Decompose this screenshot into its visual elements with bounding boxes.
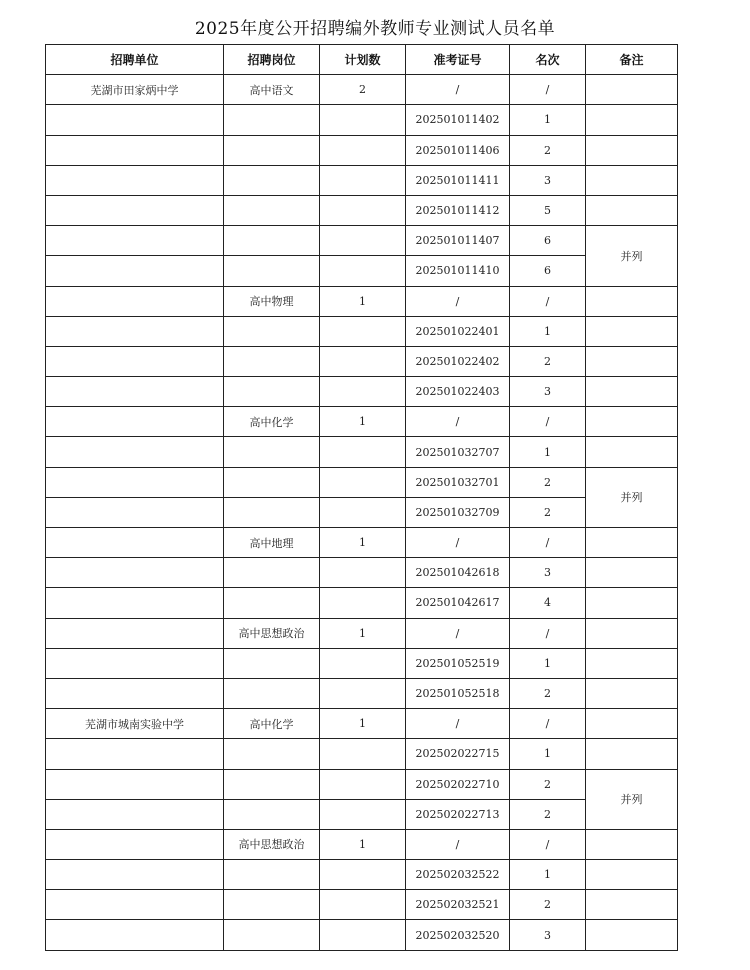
unit-cell xyxy=(46,135,224,165)
remark-cell xyxy=(586,618,678,648)
table-row xyxy=(46,588,678,618)
plan-count-cell xyxy=(320,467,406,497)
unit-cell xyxy=(46,920,224,950)
unit-cell xyxy=(46,618,224,648)
unit-cell xyxy=(46,860,224,890)
header-position: 招聘岗位 xyxy=(224,45,320,75)
exam-number-cell: / xyxy=(406,528,510,558)
exam-number-cell: 202501032709 xyxy=(406,497,510,527)
unit-cell xyxy=(46,678,224,708)
position-cell xyxy=(224,377,320,407)
plan-count-cell xyxy=(320,377,406,407)
exam-number-cell: / xyxy=(406,829,510,859)
remark-cell xyxy=(586,105,678,135)
unit-cell xyxy=(46,316,224,346)
unit-cell xyxy=(46,497,224,527)
rank-cell: / xyxy=(510,709,586,739)
header-plan-count: 计划数 xyxy=(320,45,406,75)
plan-count-cell xyxy=(320,890,406,920)
unit-cell xyxy=(46,377,224,407)
rank-cell: 2 xyxy=(510,769,586,799)
table-row xyxy=(46,920,678,950)
rank-cell: 1 xyxy=(510,860,586,890)
position-cell: 高中物理 xyxy=(224,286,320,316)
exam-number-cell: 202501011407 xyxy=(406,226,510,256)
position-cell xyxy=(224,648,320,678)
table-row xyxy=(46,165,678,195)
remark-cell: 并列 xyxy=(586,226,678,286)
exam-number-cell: / xyxy=(406,709,510,739)
rank-cell: 4 xyxy=(510,588,586,618)
remark-cell xyxy=(586,528,678,558)
table-row xyxy=(46,829,678,859)
table-row xyxy=(46,75,678,105)
remark-cell xyxy=(586,437,678,467)
remark-cell: 并列 xyxy=(586,467,678,527)
exam-number-cell: 202501011412 xyxy=(406,195,510,225)
remark-cell xyxy=(586,135,678,165)
position-cell xyxy=(224,860,320,890)
unit-cell xyxy=(46,105,224,135)
unit-cell xyxy=(46,226,224,256)
rank-cell: 1 xyxy=(510,437,586,467)
exam-number-cell: / xyxy=(406,286,510,316)
plan-count-cell: 1 xyxy=(320,829,406,859)
position-cell: 高中地理 xyxy=(224,528,320,558)
table-row xyxy=(46,467,678,497)
plan-count-cell xyxy=(320,256,406,286)
position-cell xyxy=(224,920,320,950)
plan-count-cell xyxy=(320,648,406,678)
exam-number-cell: 202501042618 xyxy=(406,558,510,588)
position-cell xyxy=(224,497,320,527)
remark-cell xyxy=(586,890,678,920)
table-row xyxy=(46,437,678,467)
position-cell: 高中思想政治 xyxy=(224,618,320,648)
plan-count-cell xyxy=(320,226,406,256)
document-title: 2025年度公开招聘编外教师专业测试人员名单 xyxy=(194,19,556,39)
exam-number-cell: 202501011406 xyxy=(406,135,510,165)
plan-count-cell xyxy=(320,437,406,467)
position-cell xyxy=(224,588,320,618)
table-row xyxy=(46,709,678,739)
unit-cell xyxy=(46,829,224,859)
exam-number-cell: / xyxy=(406,407,510,437)
exam-number-cell: 202502022715 xyxy=(406,739,510,769)
exam-number-cell: 202502032520 xyxy=(406,920,510,950)
table-row xyxy=(46,346,678,376)
plan-count-cell xyxy=(320,799,406,829)
plan-count-cell xyxy=(320,558,406,588)
remark-cell xyxy=(586,588,678,618)
candidate-table xyxy=(45,44,678,951)
exam-number-cell: 202501052518 xyxy=(406,678,510,708)
unit-cell xyxy=(46,890,224,920)
remark-cell xyxy=(586,678,678,708)
table-row xyxy=(46,316,678,346)
table-row xyxy=(46,256,678,286)
remark-cell xyxy=(586,286,678,316)
table-row xyxy=(46,286,678,316)
rank-cell: / xyxy=(510,407,586,437)
rank-cell: 2 xyxy=(510,497,586,527)
position-cell xyxy=(224,467,320,497)
unit-cell: 芜湖市田家炳中学 xyxy=(46,75,224,105)
position-cell xyxy=(224,890,320,920)
exam-number-cell: 202501011410 xyxy=(406,256,510,286)
position-cell xyxy=(224,226,320,256)
rank-cell: 3 xyxy=(510,558,586,588)
table-row xyxy=(46,558,678,588)
header-unit: 招聘单位 xyxy=(46,45,224,75)
unit-cell xyxy=(46,588,224,618)
position-cell: 高中思想政治 xyxy=(224,829,320,859)
unit-cell xyxy=(46,165,224,195)
rank-cell: 1 xyxy=(510,316,586,346)
rank-cell: 2 xyxy=(510,678,586,708)
position-cell xyxy=(224,769,320,799)
exam-number-cell: 202501022403 xyxy=(406,377,510,407)
remark-cell xyxy=(586,75,678,105)
position-cell xyxy=(224,135,320,165)
position-cell: 高中化学 xyxy=(224,709,320,739)
remark-cell: 并列 xyxy=(586,769,678,829)
plan-count-cell xyxy=(320,588,406,618)
plan-count-cell: 2 xyxy=(320,75,406,105)
plan-count-cell xyxy=(320,105,406,135)
plan-count-cell xyxy=(320,165,406,195)
rank-cell: / xyxy=(510,286,586,316)
rank-cell: 1 xyxy=(510,648,586,678)
plan-count-cell xyxy=(320,135,406,165)
table-row xyxy=(46,618,678,648)
unit-cell xyxy=(46,256,224,286)
unit-cell xyxy=(46,558,224,588)
unit-cell xyxy=(46,648,224,678)
table-row xyxy=(46,407,678,437)
header-rank: 名次 xyxy=(510,45,586,75)
table-row xyxy=(46,195,678,225)
remark-cell xyxy=(586,648,678,678)
table-row xyxy=(46,648,678,678)
table-row xyxy=(46,528,678,558)
unit-cell xyxy=(46,437,224,467)
rank-cell: / xyxy=(510,75,586,105)
exam-number-cell: 202501011402 xyxy=(406,105,510,135)
table-row xyxy=(46,135,678,165)
position-cell xyxy=(224,799,320,829)
header-exam-number: 准考证号 xyxy=(406,45,510,75)
remark-cell xyxy=(586,920,678,950)
plan-count-cell: 1 xyxy=(320,528,406,558)
plan-count-cell xyxy=(320,678,406,708)
position-cell xyxy=(224,739,320,769)
rank-cell: 2 xyxy=(510,467,586,497)
position-cell: 高中语文 xyxy=(224,75,320,105)
unit-cell xyxy=(46,739,224,769)
unit-cell xyxy=(46,769,224,799)
plan-count-cell: 1 xyxy=(320,286,406,316)
unit-cell xyxy=(46,467,224,497)
unit-cell xyxy=(46,407,224,437)
remark-cell xyxy=(586,316,678,346)
table-body xyxy=(46,75,678,950)
remark-cell xyxy=(586,407,678,437)
unit-cell xyxy=(46,346,224,376)
plan-count-cell xyxy=(320,739,406,769)
unit-cell xyxy=(46,286,224,316)
exam-number-cell: / xyxy=(406,75,510,105)
position-cell: 高中化学 xyxy=(224,407,320,437)
table-row xyxy=(46,678,678,708)
position-cell xyxy=(224,346,320,376)
table-row xyxy=(46,769,678,799)
exam-number-cell: / xyxy=(406,618,510,648)
remark-cell xyxy=(586,377,678,407)
rank-cell: / xyxy=(510,618,586,648)
plan-count-cell: 1 xyxy=(320,407,406,437)
remark-cell xyxy=(586,165,678,195)
plan-count-cell: 1 xyxy=(320,709,406,739)
rank-cell: 5 xyxy=(510,195,586,225)
rank-cell: 3 xyxy=(510,377,586,407)
plan-count-cell: 1 xyxy=(320,618,406,648)
exam-number-cell: 202501032707 xyxy=(406,437,510,467)
table-row xyxy=(46,860,678,890)
remark-cell xyxy=(586,709,678,739)
remark-cell xyxy=(586,558,678,588)
table-row xyxy=(46,105,678,135)
exam-number-cell: 202501032701 xyxy=(406,467,510,497)
rank-cell: 2 xyxy=(510,799,586,829)
table-row xyxy=(46,497,678,527)
table-row xyxy=(46,377,678,407)
position-cell xyxy=(224,256,320,286)
exam-number-cell: 202502032522 xyxy=(406,860,510,890)
table-row xyxy=(46,890,678,920)
remark-cell xyxy=(586,346,678,376)
remark-cell xyxy=(586,195,678,225)
rank-cell: 2 xyxy=(510,135,586,165)
rank-cell: 6 xyxy=(510,226,586,256)
unit-cell xyxy=(46,799,224,829)
table-row xyxy=(46,226,678,256)
position-cell xyxy=(224,678,320,708)
rank-cell: 3 xyxy=(510,920,586,950)
exam-number-cell: 202501011411 xyxy=(406,165,510,195)
exam-number-cell: 202502032521 xyxy=(406,890,510,920)
plan-count-cell xyxy=(320,769,406,799)
rank-cell: / xyxy=(510,829,586,859)
position-cell xyxy=(224,316,320,346)
table-row xyxy=(46,739,678,769)
rank-cell: 2 xyxy=(510,890,586,920)
rank-cell: 6 xyxy=(510,256,586,286)
plan-count-cell xyxy=(320,195,406,225)
table-header-row xyxy=(46,45,678,75)
rank-cell: 1 xyxy=(510,105,586,135)
position-cell xyxy=(224,437,320,467)
remark-cell xyxy=(586,739,678,769)
unit-cell xyxy=(46,528,224,558)
unit-cell xyxy=(46,195,224,225)
table-row xyxy=(46,799,678,829)
exam-number-cell: 202501052519 xyxy=(406,648,510,678)
exam-number-cell: 202502022713 xyxy=(406,799,510,829)
exam-number-cell: 202501042617 xyxy=(406,588,510,618)
exam-number-cell: 202501022401 xyxy=(406,316,510,346)
header-remark: 备注 xyxy=(586,45,678,75)
plan-count-cell xyxy=(320,860,406,890)
exam-number-cell: 202502022710 xyxy=(406,769,510,799)
rank-cell: 3 xyxy=(510,165,586,195)
unit-cell: 芜湖市城南实验中学 xyxy=(46,709,224,739)
rank-cell: 2 xyxy=(510,346,586,376)
exam-number-cell: 202501022402 xyxy=(406,346,510,376)
plan-count-cell xyxy=(320,346,406,376)
position-cell xyxy=(224,195,320,225)
position-cell xyxy=(224,165,320,195)
rank-cell: / xyxy=(510,528,586,558)
rank-cell: 1 xyxy=(510,739,586,769)
plan-count-cell xyxy=(320,497,406,527)
position-cell xyxy=(224,558,320,588)
remark-cell xyxy=(586,829,678,859)
plan-count-cell xyxy=(320,316,406,346)
remark-cell xyxy=(586,860,678,890)
position-cell xyxy=(224,105,320,135)
plan-count-cell xyxy=(320,920,406,950)
